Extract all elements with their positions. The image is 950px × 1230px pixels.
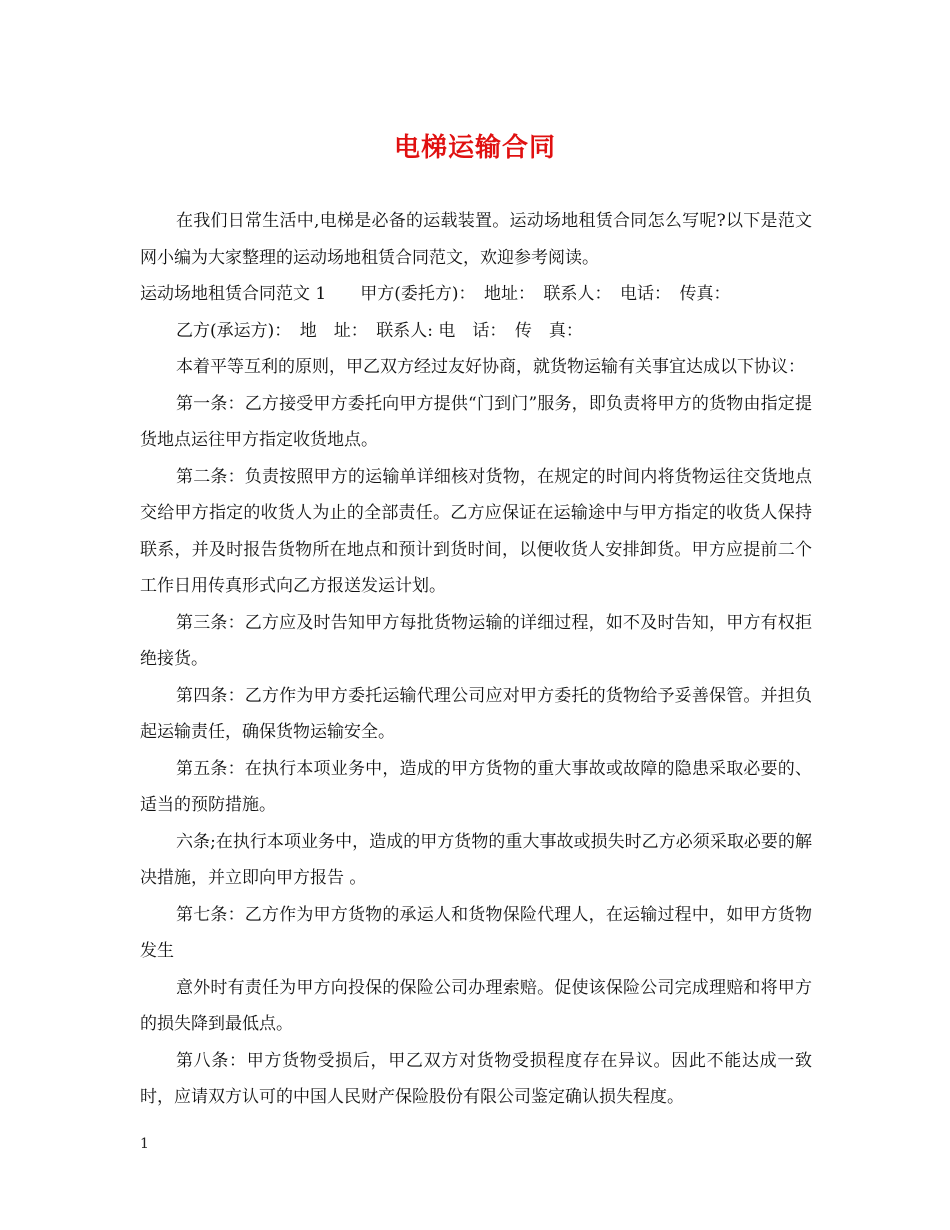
- page-number: 1: [140, 1136, 149, 1152]
- document-title: 电梯运输合同: [393, 133, 556, 163]
- clause-2: 第二条：负责按照甲方的运输单详细核对货物，在规定的时间内将货物运往交货地点交给甲方指定的收货人为止的全部责任。乙方应保证在运输途中与甲方指定的收货人保持联系，并及时报告货物所在地点和预计到货时间，以便收货人安排卸货。甲方应提前二个工作日用传真形式向乙方报送发运计划。: [140, 466, 812, 596]
- clause-8: 第八条：甲方货物受损后，甲乙双方对货物受损程度存在异议。因此不能达成一致时，应请双方认可的中国人民财产保险股份有限公司鉴定确认损失程度。: [140, 1050, 812, 1107]
- agreement-preamble: 本着平等互利的原则，甲乙双方经过友好协商，就货物运输有关事宜达成以下协议：: [176, 357, 805, 377]
- clause-7-text: 第七条：乙方作为甲方货物的承运人和货物保险代理人，在运输过程中，如甲方货物发生: [140, 904, 812, 961]
- clause-1: 第一条：乙方接受甲方委托向甲方提供“门到门”服务，即负责将甲方的货物由指定提货地点运往甲方指定收货地点。: [140, 393, 812, 450]
- party-b-line: 乙方(承运方)： 地 址： 联系人: 电 话： 传 真：: [176, 320, 583, 341]
- clause-7: [140, 897, 812, 970]
- clause-6: 六条;在执行本项业务中，造成的甲方货物的重大事故或损失时乙方必须采取必要的解决措施，并立即向甲方报告 。: [140, 831, 812, 888]
- party-a-line: 运动场地租赁合同范文 1 甲方(委托方)： 地址： 联系人： 电话： 传真：: [140, 284, 731, 304]
- intro-paragraph: 在我们日常生活中,电梯是必备的运载装置。运动场地租赁合同怎么写呢?以下是范文网小编为大家整理的运动场地租赁合同范文，欢迎参考阅读。: [140, 211, 812, 268]
- clause-4: 第四条：乙方作为甲方委托运输代理公司应对甲方委托的货物给予妥善保管。并担负起运输责任，确保货物运输安全。: [140, 685, 812, 742]
- clause-5: 第五条：在执行本项业务中，造成的甲方货物的重大事故或故障的隐患采取必要的、适当的预防措施。: [140, 758, 812, 815]
- clause-7-continued: 意外时有责任为甲方向投保的保险公司办理索赔。促使该保险公司完成理赔和将甲方的损失降到最低点。: [140, 977, 812, 1034]
- document-body: [140, 203, 812, 1116]
- clause-3: 第三条：乙方应及时告知甲方每批货物运输的详细过程，如不及时告知，甲方有权拒绝接货。: [140, 612, 812, 669]
